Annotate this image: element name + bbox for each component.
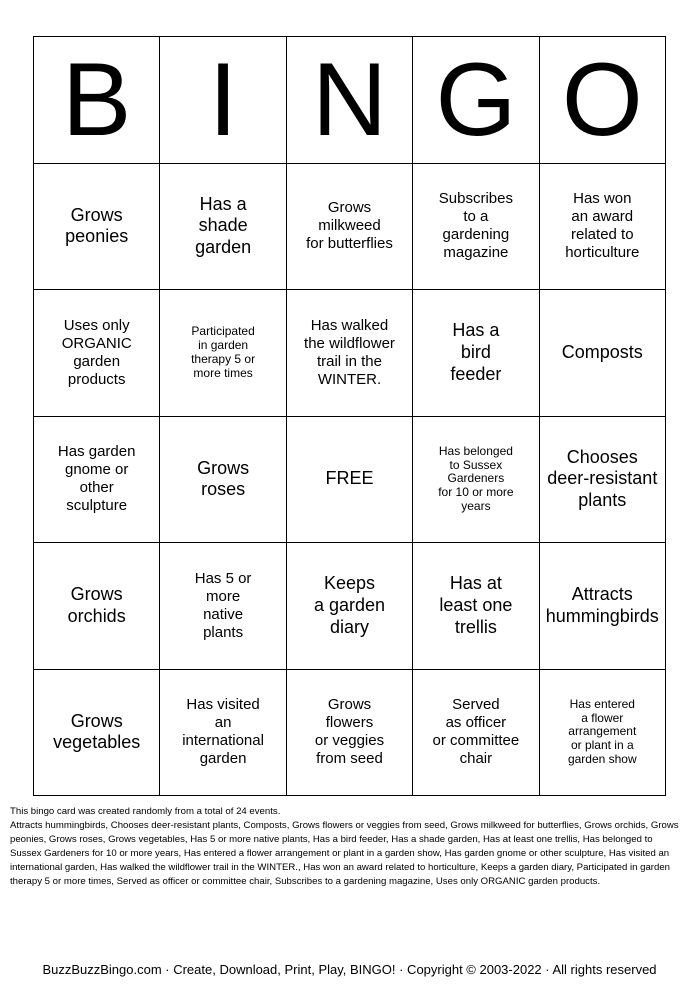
header-letter-i: I bbox=[160, 37, 286, 164]
free-space: FREE bbox=[287, 417, 413, 544]
notes-event-list: Attracts hummingbirds, Chooses deer-resistant plants, Composts, Grows flowers or veggies from seed, Grows milkweed for butterflies, Grows orchids, Grows peonies, Grows roses, Grows vegetables, Has 5 or more native plants, Has a bird feeder, Has a shade garden, Has at least one trellis, Has belonged to Sussex Gardeners for 10 or more years, Has entered a flower arrangement or plant in a garden show, Has garden gnome or other sculpture, Has visited an international garden, Has walked the wildflower trail in the WINTER., Has won an award related to horticulture, Keeps a garden diary, Participated in garden therapy 5 or more times, Served as officer or committee chair, Subscribes to a gardening magazine, Uses only ORGANIC garden products. bbox=[10, 820, 679, 887]
bingo-cell: Has entered a flower arrangement or plant in a garden show bbox=[540, 670, 666, 797]
bingo-cell: Keeps a garden diary bbox=[287, 543, 413, 670]
bingo-cell: Has a bird feeder bbox=[413, 290, 539, 417]
bingo-cell: Grows orchids bbox=[34, 543, 160, 670]
bingo-cell: Has at least one trellis bbox=[413, 543, 539, 670]
notes-intro: This bingo card was created randomly from a total of 24 events. bbox=[10, 806, 281, 817]
bingo-cell: Subscribes to a gardening magazine bbox=[413, 164, 539, 291]
card-notes bbox=[10, 805, 686, 889]
page-footer: BuzzBuzzBingo.com · Create, Download, Print, Play, BINGO! · Copyright © 2003-2022 · All rights reserved bbox=[42, 962, 657, 977]
bingo-cell: Has 5 or more native plants bbox=[160, 543, 286, 670]
bingo-cell: Participated in garden therapy 5 or more times bbox=[160, 290, 286, 417]
bingo-cell: Grows flowers or veggies from seed bbox=[287, 670, 413, 797]
bingo-cell: Has garden gnome or other sculpture bbox=[34, 417, 160, 544]
bingo-cell: Has walked the wildflower trail in the WINTER. bbox=[287, 290, 413, 417]
bingo-cell: Has won an award related to horticulture bbox=[540, 164, 666, 291]
bingo-cell: Grows vegetables bbox=[34, 670, 160, 797]
header-letter-g: G bbox=[413, 37, 539, 164]
bingo-cell: Uses only ORGANIC garden products bbox=[34, 290, 160, 417]
header-letter-b: B bbox=[34, 37, 160, 164]
bingo-cell: Has belonged to Sussex Gardeners for 10 or more years bbox=[413, 417, 539, 544]
bingo-cell: Grows roses bbox=[160, 417, 286, 544]
bingo-cell: Served as officer or committee chair bbox=[413, 670, 539, 797]
bingo-cell: Attracts hummingbirds bbox=[540, 543, 666, 670]
bingo-cell: Grows peonies bbox=[34, 164, 160, 291]
header-letter-n: N bbox=[287, 37, 413, 164]
header-letter-o: O bbox=[540, 37, 666, 164]
bingo-card bbox=[33, 36, 666, 796]
bingo-cell: Has a shade garden bbox=[160, 164, 286, 291]
bingo-cell: Grows milkweed for butterflies bbox=[287, 164, 413, 291]
bingo-cell: Composts bbox=[540, 290, 666, 417]
bingo-cell: Has visited an international garden bbox=[160, 670, 286, 797]
bingo-cell: Chooses deer-resistant plants bbox=[540, 417, 666, 544]
